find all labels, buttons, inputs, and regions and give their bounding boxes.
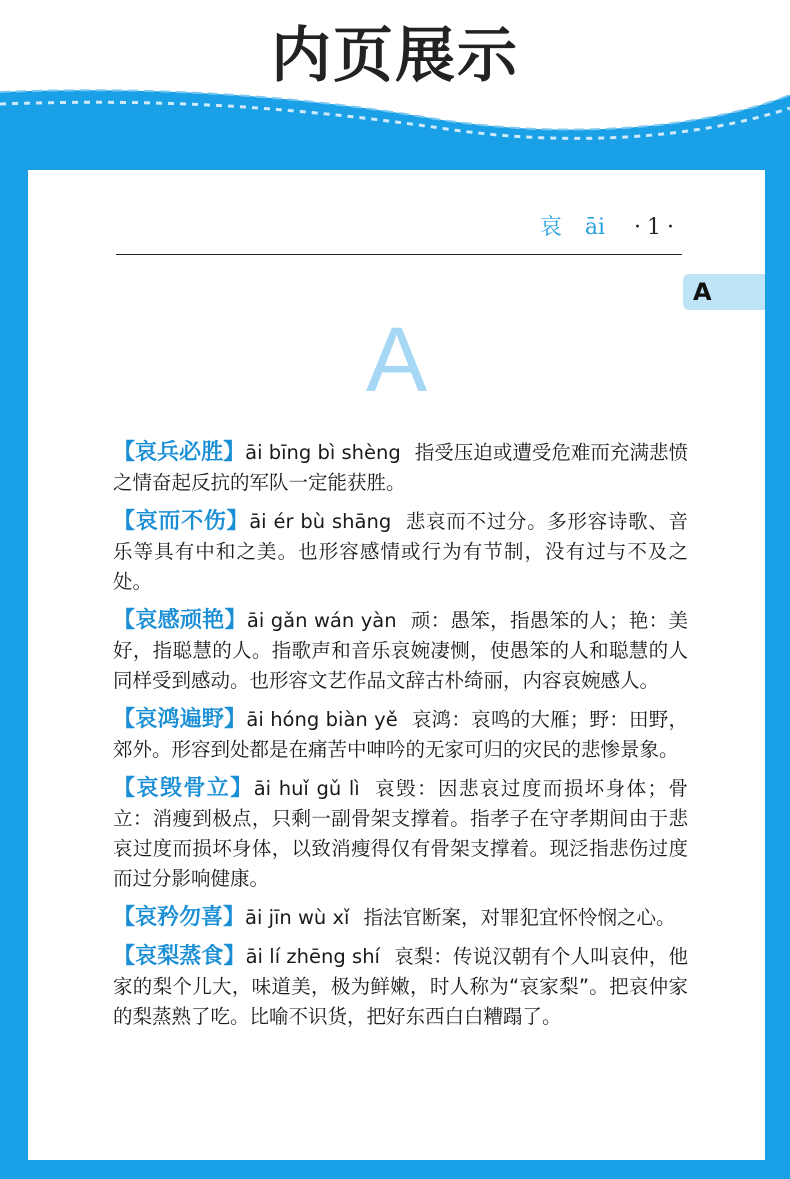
entry-headword: 【哀而不伤】 (113, 509, 250, 534)
entry-definition: 指法官断案，对罪犯宜怀怜悯之心。 (363, 906, 676, 929)
entry (113, 942, 688, 1032)
running-head-char: 哀 (539, 215, 562, 240)
entry (113, 705, 688, 765)
entry-definition: 顽：愚笨，指愚笨的人；艳：美好，指聪慧的人。指歌声和音乐哀婉凄恻，使愚笨的人和聪慧的人同样受到感动。也形容文艺作品文辞古朴绮丽，内容哀婉感人。 (113, 609, 688, 692)
entry-pinyin: āi jīn wù xǐ (245, 906, 350, 929)
entry (113, 507, 688, 597)
entry-definition: 哀梨：传说汉朝有个人叫哀仲，他家的梨个儿大，味道美，极为鲜嫩，时人称为“哀家梨”。把哀仲家的梨蒸熟了吃。比喻不识货，把好东西白白糟蹋了。 (113, 945, 688, 1028)
entry-headword: 【哀鸿遍野】 (113, 707, 247, 732)
entry-headword: 【哀矜勿喜】 (113, 905, 246, 930)
entry-list (113, 438, 688, 1041)
thumb-index-tab (683, 274, 765, 310)
banner-title: 内页展示 (271, 21, 519, 91)
thumb-index-letter: A (693, 278, 712, 306)
entry-definition: 指受压迫或遭受危难而充满悲愤之情奋起反抗的军队一定能获胜。 (113, 441, 688, 494)
entry-definition: 哀毁：因悲哀过度而损坏身体；骨立：消瘦到极点，只剩一副骨架支撑着。指孝子在守孝期间由于悲哀过度而损坏身体，以致消瘦得仅有骨架支撑着。现泛指悲伤过度而过分影响健康。 (113, 777, 688, 890)
entry-pinyin: āi lí zhēng shí (245, 945, 380, 968)
entry-pinyin: āi bīng bì shèng (245, 441, 401, 464)
entry-pinyin: āi huǐ gǔ lì (253, 777, 360, 800)
page-number: ·1· (634, 215, 680, 240)
running-head (28, 210, 680, 241)
header-rule (116, 254, 682, 255)
entry-headword: 【哀感顽艳】 (113, 608, 247, 633)
entry (113, 903, 688, 933)
entry-pinyin: āi gǎn wán yàn (246, 609, 397, 632)
entry-pinyin: āi hóng biàn yě (246, 708, 398, 731)
entry (113, 774, 688, 894)
entry-definition: 悲哀而不过分。多形容诗歌、音乐等具有中和之美。也形容感情或行为有节制，没有过与不及之处。 (113, 510, 688, 593)
dictionary-page (28, 170, 765, 1160)
entry (113, 606, 688, 696)
section-letter: A (365, 309, 428, 411)
entry-pinyin: āi ér bù shāng (249, 510, 392, 533)
entry (113, 438, 688, 498)
running-head-pinyin: āi (584, 215, 606, 240)
top-banner (0, 0, 790, 170)
entry-headword: 【哀梨蒸食】 (113, 944, 246, 969)
entry-definition: 哀鸿：哀鸣的大雁；野：田野，郊外。形容到处都是在痛苦中呻吟的无家可归的灾民的悲惨景象。 (113, 708, 688, 761)
entry-headword: 【哀兵必胜】 (113, 440, 246, 465)
entry-headword: 【哀毁骨立】 (113, 776, 254, 801)
